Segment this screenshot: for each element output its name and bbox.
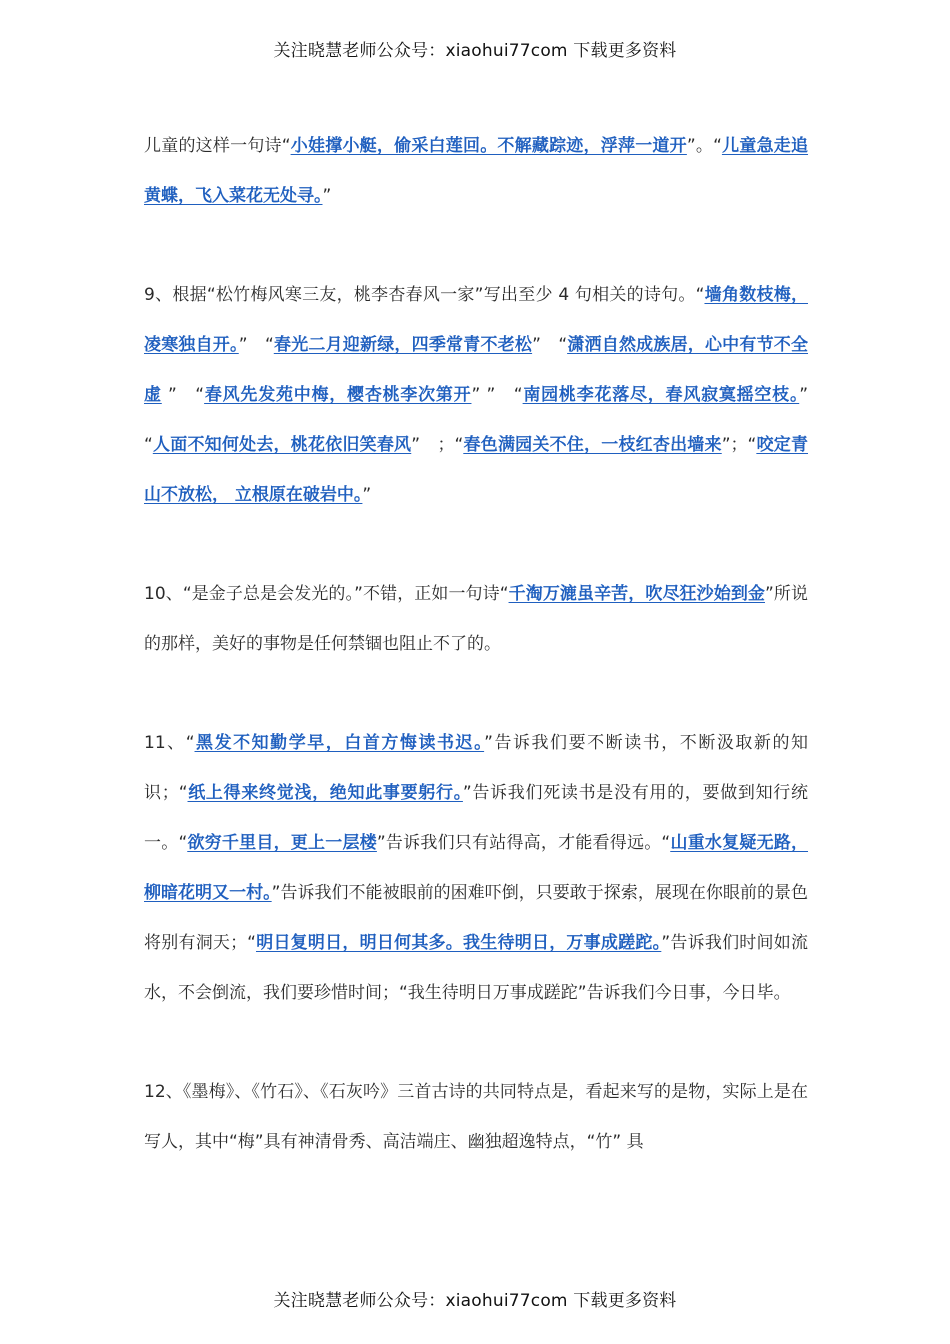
poem-quote: 儿童急走追黄蝶，飞入菜花无处寻。	[144, 136, 809, 206]
page-footer: 关注晓慧老师公众号：xiaohui77com 下载更多资料	[273, 1291, 677, 1311]
poem-quote: 山重水复疑无路，柳暗花明又一村。	[144, 833, 809, 903]
poem-quote: 欲穷千里目，更上一层楼	[187, 833, 377, 853]
poem-quote: 潇洒自然成族居，心中有节不全虚	[144, 335, 809, 405]
paragraph-children-poems: 儿童的这样一句诗“小娃撑小艇，偷采白莲回。不解藏踪迹，浮萍一道开”。“儿童急走追黄蝶，飞入菜花无处寻。”	[144, 136, 809, 206]
poem-quote: 纸上得来终觉浅，绝知此事要躬行。	[187, 783, 463, 803]
paragraph-question-9: 9、根据“松竹梅风寒三友，桃李杏春风一家”写出至少 4 句相关的诗句。“墙角数枝梅，凌寒独自开。” “春光二月迎新绿，四季常青不老松” “潇洒自然成族居，心中有节不全虚 ” “春风先发苑中梅，樱杏桃李次第开” ” “南园桃李花落尽，春风寂寞摇空枝。” “人面不知何处去，桃花依旧笑春风” ；“春色满园关不住，一枝红杏出墙来”；“咬定青山不放松， 立根原在破岩中。”	[144, 285, 809, 505]
poem-quote: 墙角数枝梅，凌寒独自开。	[144, 285, 808, 355]
poem-quote: 南园桃李花落尽，春风寂寞摇空枝。	[522, 385, 800, 405]
poem-quote: 人面不知何处去，桃花依旧笑春风	[152, 435, 412, 455]
poem-quote: 千淘万漉虽辛苦，吹尽狂沙始到金	[508, 584, 765, 604]
paragraph-question-11: 11、“黑发不知勤学早，白首方悔读书迟。”告诉我们要不断读书，不断汲取新的知识；“纸上得来终觉浅，绝知此事要躬行。”告诉我们死读书是没有用的，要做到知行统一。“欲穷千里目，更上一层楼”告诉我们只有站得高，才能看得远。“山重水复疑无路，柳暗花明又一村。”告诉我们不能被眼前的困难吓倒，只要敢于探索，展现在你眼前的景色将别有洞天；“明日复明日，明日何其多。我生待明日，万事成蹉跎。”告诉我们时间如流水，不会倒流，我们要珍惜时间；“我生待明日万事成蹉跎”告诉我们今日事，今日毕。	[144, 733, 809, 1003]
poem-quote: 明日复明日，明日何其多。我生待明日，万事成蹉跎。	[255, 933, 662, 953]
poem-quote: 春风先发苑中梅，樱杏桃李次第开	[204, 385, 472, 405]
poem-quote: 春光二月迎新绿，四季常青不老松	[273, 335, 533, 355]
page-header: 关注晓慧老师公众号：xiaohui77com 下载更多资料	[273, 41, 677, 61]
poem-quote: 咬定青山不放松， 立根原在破岩中。	[144, 435, 809, 505]
document-body	[144, 121, 808, 1216]
paragraph-question-10: 10、“是金子总是会发光的。”不错，正如一句诗“千淘万漉虽辛苦，吹尽狂沙始到金”所说的那样，美好的事物是任何禁锢也阻止不了的。	[144, 584, 808, 654]
poem-quote: 春色满园关不住，一枝红杏出墙来	[463, 435, 722, 455]
poem-quote: 黑发不知勤学早，白首方悔读书迟。	[194, 733, 485, 753]
paragraph-question-12: 12、《墨梅》、《竹石》、《石灰吟》三首古诗的共同特点是，看起来写的是物，实际上是在写人，其中“梅”具有神清骨秀、高洁端庄、幽独超逸特点，“竹” 具	[144, 1082, 808, 1152]
poem-quote: 小娃撑小艇，偷采白莲回。不解藏踪迹，浮萍一道开	[290, 136, 687, 156]
